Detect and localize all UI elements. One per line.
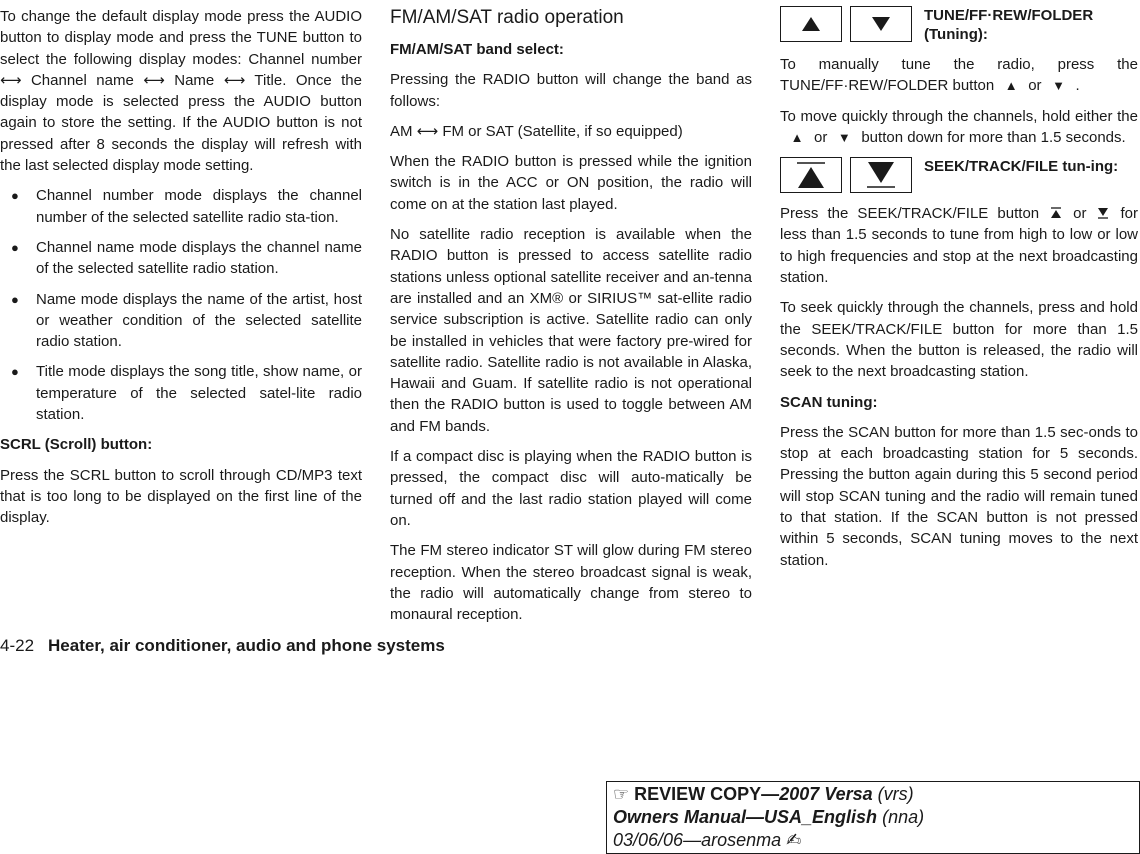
display-mode-list bbox=[0, 185, 362, 425]
seek-button-figure bbox=[780, 157, 1138, 193]
scrl-text: Press the SCRL button to scroll through CD/MP3 text that is too long to be displayed on the first line of the display. bbox=[0, 466, 362, 527]
down-triangle-icon: ▼ bbox=[837, 129, 851, 145]
page-footer bbox=[0, 636, 445, 656]
column-1 bbox=[0, 6, 362, 538]
column-3 bbox=[780, 6, 1138, 580]
up-triangle-icon: ▲ bbox=[1004, 78, 1018, 94]
seek-up-icon bbox=[1039, 207, 1073, 222]
seek-up-icon bbox=[791, 160, 831, 190]
list-item: ● Channel number mode displays the channel number of the selected satellite radio sta-tion. bbox=[11, 187, 362, 226]
up-triangle-icon: ▲ bbox=[790, 129, 804, 145]
down-triangle-icon: ▼ bbox=[1052, 78, 1065, 94]
paragraph: AM ⟷ FM or SAT (Satellite, if so equipped) bbox=[390, 122, 683, 140]
scrl-heading: SCRL (Scroll) button: bbox=[0, 436, 153, 454]
scan-text: Press the SCAN button for more than 1.5 sec-onds to stop at each broadcasting station for 5 seconds. Pressing the button again during this 5 second period will stop SCAN tuning and the radio will remain tuned to that station. If the SCAN button is not pressed within 5 seconds, SCAN tuning moves to the next station. bbox=[780, 423, 1138, 569]
writing-hand-icon: ✍ bbox=[786, 830, 802, 850]
paragraph: The FM stereo indicator ST will glow during FM stereo reception. When the stereo broadcast signal is weak, the radio will automatically change from stereo to monaural reception. bbox=[390, 542, 752, 624]
down-triangle-icon bbox=[871, 16, 891, 32]
section-name: Heater, air conditioner, audio and phone systems bbox=[48, 636, 445, 655]
seek-label: SEEK/TRACK/FILE tun-ing: bbox=[924, 158, 1119, 176]
list-item: ● Channel name mode displays the channel name of the selected satellite radio station. bbox=[11, 238, 362, 278]
bullet-icon: ● bbox=[11, 291, 19, 307]
seek-down-icon bbox=[1086, 207, 1120, 222]
bullet-icon: ● bbox=[11, 188, 19, 204]
tune-down-button bbox=[850, 6, 912, 42]
paragraph: Pressing the RADIO button will change the band as follows: bbox=[390, 71, 752, 110]
paragraph: When the RADIO button is pressed while the ignition switch is in the ACC or ON position, the radio will come on at the station last played. bbox=[390, 153, 752, 213]
list-item: ● Name mode displays the name of the artist, host or weather condition of the selected satellite radio station. bbox=[11, 290, 362, 351]
page-number: 4-22 bbox=[0, 636, 35, 655]
tune-label: TUNE/FF·REW/FOLDER (Tuning): bbox=[924, 7, 1094, 43]
paragraph: No satellite radio reception is available when the RADIO button is pressed to access satellite radio stations unless optional satellite receiver and an-tenna are installed and an XM® or SIRIUS™ sat-ellite radio service subscription is active. Satellite radio can only be installed in vehicles that were factory pre-wired for satellite radio. Satellite radio is not available in Alaska, Hawaii and Guam. If satellite radio is not operational then the RADIO button is used to toggle between AM and FM bands. bbox=[390, 226, 752, 435]
pointing-hand-icon: ☞ bbox=[613, 784, 630, 804]
band-select-heading: FM/AM/SAT band select: bbox=[390, 41, 564, 58]
review-stamp: ☞ REVIEW COPY—2007 Versa (vrs) Owners Manual—USA_English (nna) 03/06/06—arosenma ✍ bbox=[606, 781, 1140, 854]
seek-down-icon bbox=[861, 160, 901, 190]
display-mode-intro: To change the default display mode press the AUDIO button to display mode and press the TUNE button to select the following display modes: Channel number ⟷ Channel name ⟷ Name ⟷ Title. Once the display mode is selected press the AUDIO button again to store the setting. If the AUDIO button is not pressed after 8 seconds the display will refresh with the last selected display mode setting. bbox=[0, 8, 362, 175]
bullet-icon: ● bbox=[11, 364, 19, 380]
seek-up-button bbox=[780, 157, 842, 193]
paragraph: If a compact disc is playing when the RADIO button is pressed, the compact disc will auto-matically be turned off and the last radio station played will come on. bbox=[390, 448, 752, 529]
scan-heading: SCAN tuning: bbox=[780, 393, 878, 411]
list-item: ● Title mode displays the song title, show name, or temperature of the selected satel-lite radio station. bbox=[11, 363, 362, 424]
seek-down-button bbox=[850, 157, 912, 193]
section-title: FM/AM/SAT radio operation bbox=[390, 7, 624, 28]
bullet-icon: ● bbox=[11, 239, 19, 255]
seek-paragraph-2: To seek quickly through the channels, press and hold the SEEK/TRACK/FILE button for more than 1.5 seconds. When the button is released, the radio will seek to the next broadcasting station. bbox=[780, 299, 1138, 381]
up-triangle-icon bbox=[801, 16, 821, 32]
tune-paragraph-1: To manually tune the radio, press the TUNE/FF·REW/FOLDER button ▲ or ▼ . bbox=[780, 56, 1138, 95]
tune-up-button bbox=[780, 6, 842, 42]
tune-paragraph-2: To move quickly through the channels, hold either the▲ or ▼ button down for more than 1.5 seconds. bbox=[780, 107, 1138, 146]
tune-button-figure bbox=[780, 6, 1138, 44]
column-2 bbox=[390, 6, 752, 634]
seek-paragraph-1: Press the SEEK/TRACK/FILE button or for less than 1.5 seconds to tune from high to low or low to high frequencies and stop at the next broadcasting station. bbox=[780, 205, 1138, 287]
